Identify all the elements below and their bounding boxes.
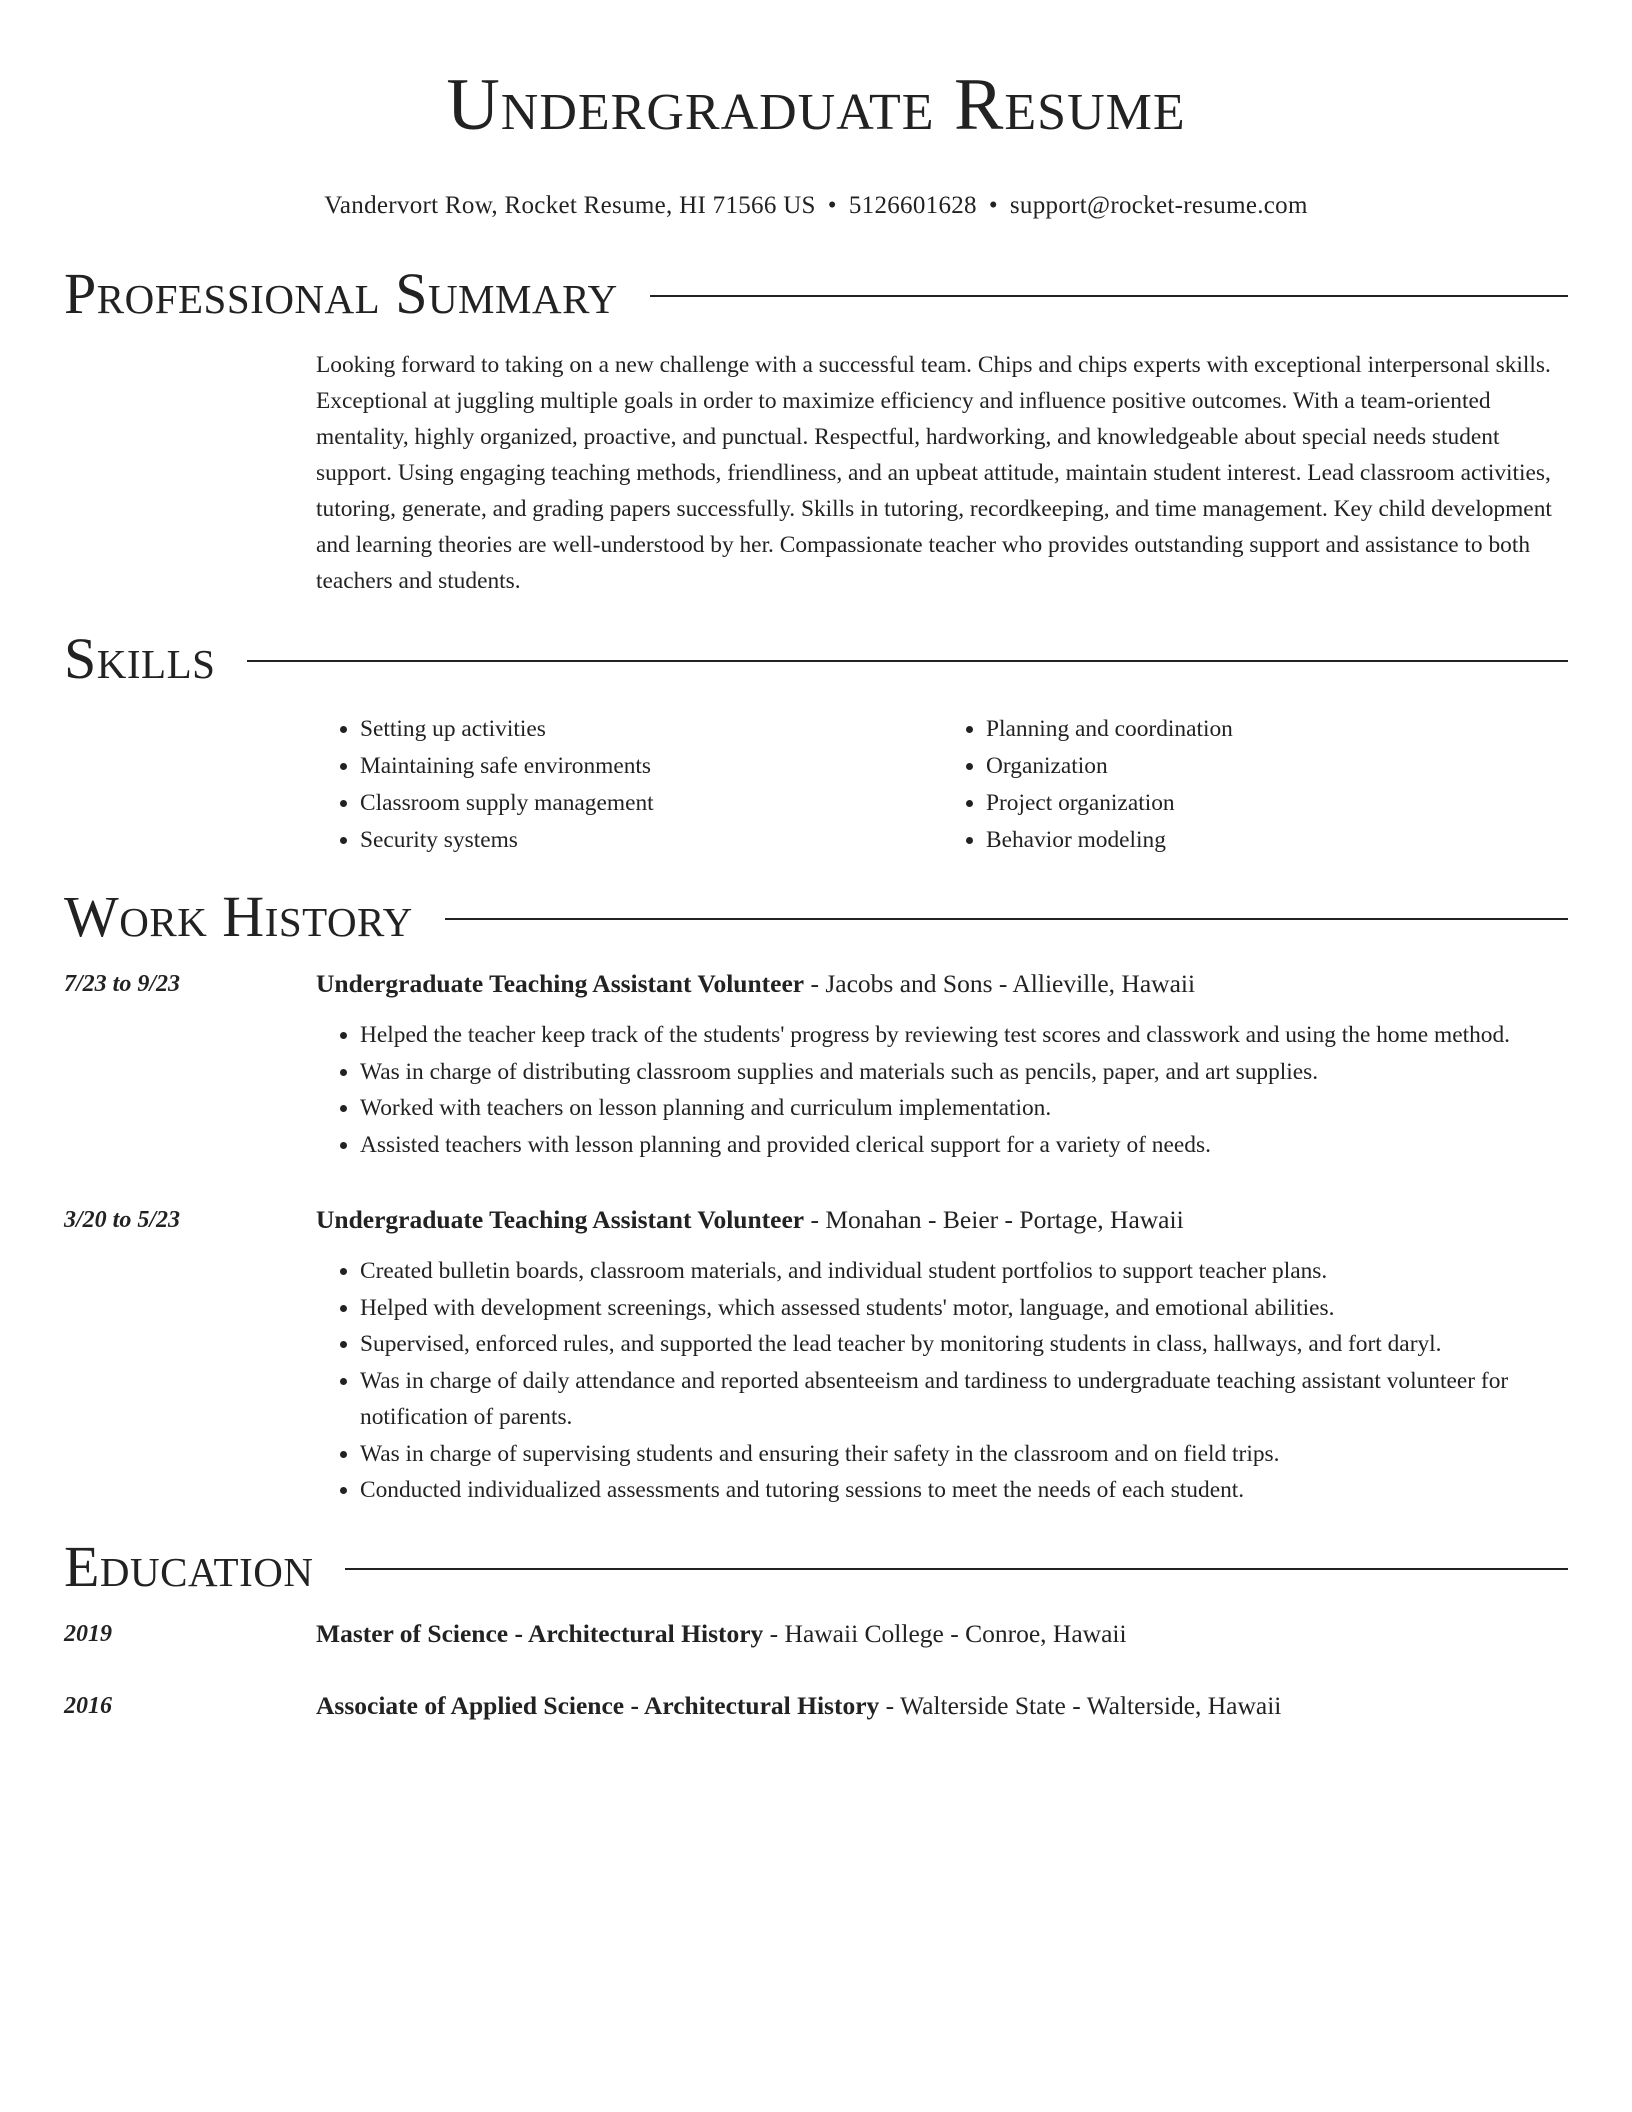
skill-item: • Classroom supply management [360, 785, 942, 822]
job-bullet: • Was in charge of supervising students and ensuring their safety in the classroom and on field trips. [360, 1436, 1568, 1473]
skills-heading: Skills [64, 626, 216, 691]
job-bullets [316, 1017, 1568, 1163]
contact-email: support@rocket-resume.com [1009, 192, 1308, 219]
education-line [316, 1689, 1568, 1723]
education-details: - Hawaii College - Conroe, Hawaii [763, 1618, 1127, 1648]
skills-section-header [64, 626, 1568, 691]
job-bullets [316, 1253, 1568, 1509]
job-title: Undergraduate Teaching Assistant Volunteer [316, 969, 805, 998]
education-section-header [64, 1533, 1568, 1599]
education-entry [64, 1689, 1568, 1723]
job-bullet: • Was in charge of daily attendance and reported absenteeism and tardiness to undergraduate teaching assistant volunteer for notification of parents. [360, 1363, 1568, 1436]
section-divider [247, 660, 1568, 662]
job-details: - Jacobs and Sons - Allieville, Hawaii [804, 969, 1196, 998]
skills-list [316, 711, 1568, 859]
job-title: Undergraduate Teaching Assistant Volunteer [316, 1205, 805, 1234]
contact-line [64, 190, 1568, 222]
section-divider [345, 1568, 1568, 1570]
section-divider [650, 295, 1568, 297]
job-bullet: • Supervised, enforced rules, and supported the lead teacher by monitoring students in class, hallways, and fort daryl. [360, 1326, 1568, 1363]
skill-item: • Organization [986, 748, 1568, 785]
job-entry [64, 1203, 1568, 1509]
skill-item: • Setting up activities [360, 711, 942, 748]
job-dates: 3/20 to 5/23 [64, 1207, 181, 1233]
skill-item: • Maintaining safe environments [360, 748, 942, 785]
job-bullet: • Conducted individualized assessments and tutoring sessions to meet the needs of each student. [360, 1472, 1568, 1509]
summary-heading: Professional Summary [64, 261, 618, 326]
job-body [316, 967, 1568, 1163]
skill-item: • Project organization [986, 785, 1568, 822]
job-title-line [316, 967, 1568, 1001]
job-bullet: • Created bulletin boards, classroom materials, and individual student portfolios to support teacher plans. [360, 1253, 1568, 1290]
job-entry [64, 967, 1568, 1163]
skills-column-2 [942, 711, 1568, 859]
job-bullet: • Helped with development screenings, which assessed students' motor, language, and emotional abilities. [360, 1290, 1568, 1327]
resume-name: Undergraduate Resume [446, 64, 1186, 146]
education-line [316, 1617, 1568, 1651]
education-heading: Education [64, 1533, 314, 1599]
skill-item: • Behavior modeling [986, 822, 1568, 859]
education-details: - Walterside State - Walterside, Hawaii [879, 1690, 1282, 1720]
job-body [316, 1203, 1568, 1509]
education-entry [64, 1617, 1568, 1651]
work-section-header [64, 884, 1568, 949]
contact-phone: 5126601628 [848, 192, 977, 219]
job-bullet: • Helped the teacher keep track of the students' progress by reviewing test scores and classwork and using the home method. [360, 1017, 1568, 1054]
contact-separator: • [988, 192, 998, 219]
education-degree: Master of Science - Architectural History [316, 1618, 764, 1648]
job-dates: 7/23 to 9/23 [64, 971, 181, 997]
work-heading: Work History [64, 884, 413, 949]
contact-address: Vandervort Row, Rocket Resume, HI 71566 US [324, 192, 816, 219]
skill-item: • Planning and coordination [986, 711, 1568, 748]
summary-section-header [64, 261, 1568, 326]
job-title-line [316, 1203, 1568, 1237]
summary-text: Looking forward to taking on a new challenge with a successful team. Chips and chips experts with exceptional interpersonal skills. Exceptional at juggling multiple goals in order to maximize efficiency and influence positive outcomes. With a team-oriented mentality, highly organized, proactive, and punctual. Respectful, hardworking, and knowledgeable about special needs student support. Using engaging teaching methods, friendliness, and an upbeat attitude, maintain student interest. Lead classroom activities, tutoring, generate, and grading papers successfully. Skills in tutoring, recordkeeping, and time management. Key child development and learning theories are well-understood by her. Compassionate teacher who provides outstanding support and assistance to both teachers and students. [316, 352, 1552, 594]
job-bullet: • Was in charge of distributing classroom supplies and materials such as pencils, paper, and art supplies. [360, 1054, 1568, 1091]
education-year: 2019 [64, 1620, 112, 1647]
education-year: 2016 [64, 1692, 112, 1719]
job-bullet: • Assisted teachers with lesson planning and provided clerical support for a variety of needs. [360, 1127, 1568, 1164]
job-bullet: • Worked with teachers on lesson planning and curriculum implementation. [360, 1090, 1568, 1127]
contact-separator: • [827, 192, 837, 219]
skill-item: • Security systems [360, 822, 942, 859]
skills-column-1 [316, 711, 942, 859]
job-details: - Monahan - Beier - Portage, Hawaii [804, 1205, 1184, 1234]
education-degree: Associate of Applied Science - Architectural History [316, 1690, 880, 1720]
section-divider [445, 918, 1568, 920]
